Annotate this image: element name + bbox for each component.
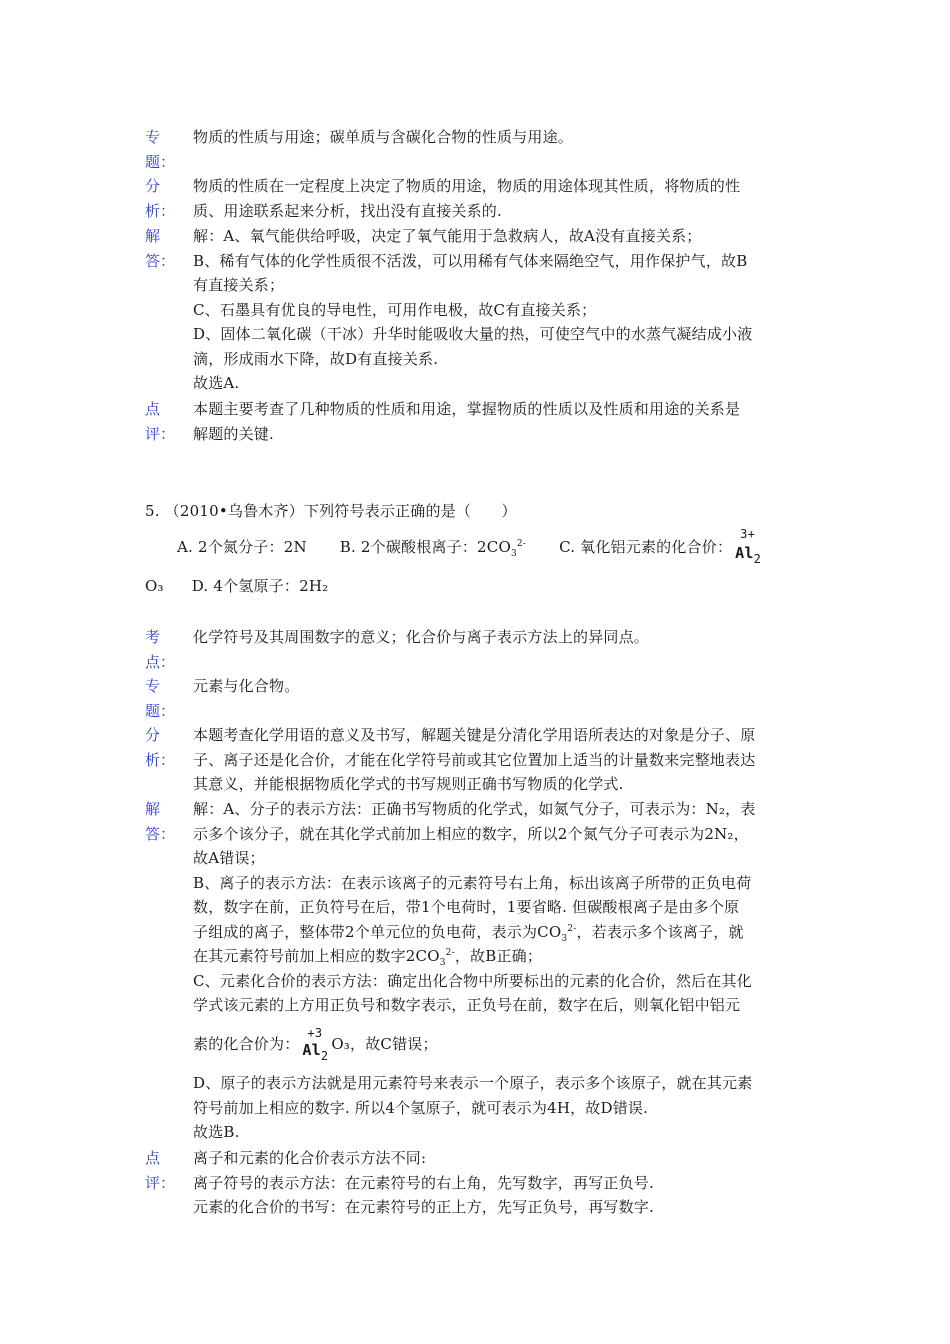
q5-options-row-2 xyxy=(145,575,328,596)
option-a: A. 2个氮分子：2N xyxy=(177,538,307,556)
q5-answer-line: 符号前加上相应的数字. 所以4个氢原子，就可表示为4H，故D错误. xyxy=(193,1098,649,1117)
superscript: 2- xyxy=(445,948,455,958)
subscript: 3 xyxy=(510,549,517,559)
answer-text: ，若表示多个该离子，就 xyxy=(576,922,744,941)
q4-topic-label xyxy=(145,125,176,174)
q4-comment-line: 本题主要考查了几种物质的性质和用途，掌握物质的性质以及性质和用途的关系是 xyxy=(193,400,741,418)
q5-kaodian-label xyxy=(145,625,176,674)
option-d: D. 4个氢原子：2H₂ xyxy=(191,577,329,595)
q4-answer-line: 故选A. xyxy=(193,374,240,392)
option-b-text: B. 2个碳酸根离子：2CO xyxy=(339,538,511,556)
answer-text: 在其元素符号前加上相应的数字2CO xyxy=(193,947,440,965)
q5-kaodian-section xyxy=(145,625,825,671)
q5-answer-line: D、原子的表示方法就是用元素符号来表示一个原子，表示多个该原子，就在其元素 xyxy=(193,1074,753,1092)
element-symbol: Al xyxy=(735,544,754,562)
q5-analysis-label xyxy=(145,723,176,772)
answer-text: 子组成的离子，整体带2个单元位的负电荷，表示为CO xyxy=(193,922,562,941)
label-char: 分 xyxy=(145,726,161,744)
q4-comment-line: 解题的关键. xyxy=(193,424,274,443)
q5-comment-label xyxy=(145,1146,176,1195)
label-char: 点 xyxy=(145,1149,161,1167)
q5-stem: 5. （2010•乌鲁木齐）下列符号表示正确的是（ ） xyxy=(145,502,517,520)
label-char: 点： xyxy=(145,652,176,671)
subscript: 3 xyxy=(439,958,446,968)
q4-answer-line: 滴，形成雨水下降，故D有直接关系. xyxy=(193,349,439,368)
q4-answer-line: D、固体二氧化碳（干冰）升华时能吸收大量的热，可使空气中的水蒸气凝结成小液 xyxy=(193,325,753,343)
label-char: 题： xyxy=(145,152,176,171)
q5-answer-label xyxy=(145,797,176,846)
q5-answer-line: 数，数字在前，正负符号在后，带1个电荷时，1要省略. 但碳酸根离子是由多个原 xyxy=(193,898,740,916)
q5-analysis-section xyxy=(145,723,825,797)
subscript: 2 xyxy=(753,552,762,566)
valence-symbol xyxy=(735,527,762,566)
valence-number: 3+ xyxy=(740,527,756,541)
label-char: 分 xyxy=(145,177,161,195)
option-c-text: C. 氧化铝元素的化合价： xyxy=(559,538,733,556)
q4-analysis-line: 物质的性质在一定程度上决定了物质的用途，物质的用途体现其性质，将物质的性 xyxy=(193,177,741,195)
q5-answer-line xyxy=(193,944,825,969)
q4-topic-section xyxy=(145,125,825,171)
option-c xyxy=(559,527,764,566)
q4-answer-line: 解：A、氧气能供给呼吸，决定了氧气能用于急救病人，故A没有直接关系； xyxy=(193,227,702,245)
subscript: 2 xyxy=(320,1048,329,1063)
q4-analysis-line: 质、用途联系起来分析，找出没有直接关系的. xyxy=(193,201,502,220)
option-b xyxy=(339,538,527,559)
q4-analysis-label xyxy=(145,174,176,223)
label-char: 专 xyxy=(145,128,161,146)
q5-answer-line: 示多个该分子，就在其化学式前加上相应的数字，所以2个氮气分子可表示为2N₂， xyxy=(193,824,749,843)
q5-answer-section xyxy=(145,797,825,1145)
label-char: 考 xyxy=(145,628,161,646)
label-char: 评： xyxy=(145,1173,176,1192)
q5-comment-line: 离子符号的表示方法：在元素符号的右上角，先写数字，再写正负号. xyxy=(193,1173,654,1192)
q5-answer-line: 故A错误； xyxy=(193,849,265,867)
q4-answer-label xyxy=(145,224,176,273)
label-char: 专 xyxy=(145,677,161,695)
label-char: 点 xyxy=(145,400,161,418)
q4-topic-text: 物质的性质与用途；碳单质与含碳化合物的性质与用途。 xyxy=(193,128,574,146)
q4-answer-line: 有直接关系； xyxy=(193,276,285,294)
q5-comment-line: 离子和元素的化合价表示方法不同: xyxy=(193,1149,427,1167)
q5-kaodian-text: 化学符号及其周围数字的意义；化合价与离子表示方法上的异同点。 xyxy=(193,628,650,646)
subscript: 3 xyxy=(561,933,568,944)
q5-comment-line: 元素的化合价的书写：在元素符号的正上方，先写正负号，再写数字. xyxy=(193,1198,654,1216)
q5-analysis-line: 本题考查化学用语的意义及书写，解题关键是分清化学用语所表达的对象是分子、原 xyxy=(193,726,756,744)
q4-comment-label xyxy=(145,397,176,446)
q5-answer-line: 故选B. xyxy=(193,1123,240,1141)
label-char: 题： xyxy=(145,701,176,720)
q4-answer-line: C、石墨具有优良的导电性，可用作电极，故C有直接关系； xyxy=(193,300,597,319)
q5-answer-line: 学式该元素的上方用正负号和数字表示，正负号在前，数字在后，则氧化铝中铝元 xyxy=(193,996,741,1014)
valence-number: +3 xyxy=(307,1025,323,1040)
label-char: 解 xyxy=(145,800,161,818)
label-char: 评： xyxy=(145,424,176,443)
element-symbol: Al xyxy=(302,1040,321,1059)
label-char: 析： xyxy=(145,201,176,220)
option-c-tail: O₃ xyxy=(145,577,164,595)
q4-answer-line: B、稀有气体的化学性质很不活泼，可以用稀有气体来隔绝空气，用作保护气，故B xyxy=(193,251,748,270)
q5-options-row xyxy=(177,527,764,566)
answer-text: 素的化合价为： xyxy=(193,1034,300,1053)
label-char: 答： xyxy=(145,251,176,270)
q5-topic-text: 元素与化合物。 xyxy=(193,677,300,695)
q5-comment-section xyxy=(145,1146,825,1220)
q5-answer-line: C、元素化合价的表示方法：确定出化合物中所要标出的元素的化合价，然后在其化 xyxy=(193,971,752,990)
q5-analysis-line: 子、离子还是化合价，才能在化学符号前或其它位置加上适当的计量数来完整地表达 xyxy=(193,750,756,769)
label-char: 解 xyxy=(145,227,161,245)
answer-text: O₃，故C错误； xyxy=(331,1034,438,1053)
valence-symbol xyxy=(302,1025,329,1064)
q5-answer-line: 解：A、分子的表示方法：正确书写物质的化学式，如氮气分子，可表示为：N₂，表 xyxy=(193,800,756,818)
q5-topic-section xyxy=(145,674,825,720)
superscript: 2- xyxy=(516,539,527,549)
q5-answer-line: B、离子的表示方法：在表示该离子的元素符号右上角，标出该离子所带的正负电荷 xyxy=(193,873,752,892)
q5-answer-line xyxy=(193,1025,825,1064)
label-char: 析： xyxy=(145,750,176,769)
answer-text: ，故B正确； xyxy=(454,947,543,965)
q4-answer-section xyxy=(145,224,825,396)
q4-comment-section xyxy=(145,397,825,446)
q5-topic-label xyxy=(145,674,176,723)
q4-analysis-section xyxy=(145,174,825,223)
superscript: 2- xyxy=(567,923,577,934)
q5-answer-line xyxy=(193,920,825,945)
label-char: 答： xyxy=(145,824,176,843)
q5-analysis-line: 其意义，并能根据物质化学式的书写规则正确书写物质的化学式. xyxy=(193,775,624,793)
